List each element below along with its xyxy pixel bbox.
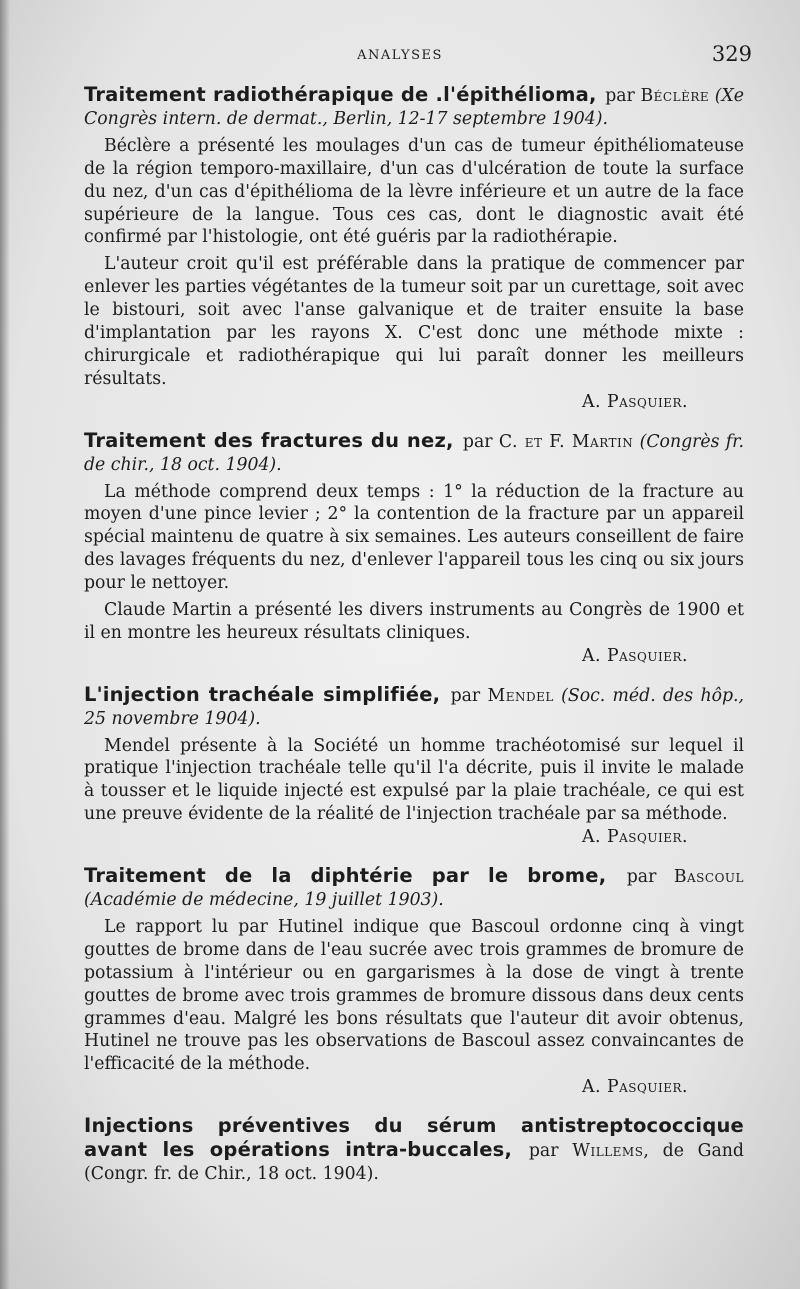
article-source: (Congrès fr. de chir., 18 oct. 1904).: [84, 431, 745, 475]
article-author: Béclère: [640, 86, 710, 106]
article-heading: [84, 684, 744, 731]
article-author: Bascoul: [673, 867, 745, 888]
article-paragraph: Le rapport lu par Hutinel indique que Bascoul ordonne cinq à vingt gouttes de brome dans de l'eau sucrée avec trois grammes de bromure de potassium à l'intérieur ou en gargarismes à la dose de vingt à trente gouttes de brome avec trois grammes de bromure dissous dans deux cents grammes d'eau. Malgré les bons résultats que l'auteur dit avoir obtenus, Hutinel ne trouve pas les observations de Bascoul assez convaincantes de l'efficacité de la méthode.: [84, 916, 744, 1075]
signature-name: A. Pasquier.: [582, 645, 688, 666]
article-signature: [84, 826, 744, 849]
article-author: Willems: [572, 1141, 644, 1162]
page-edge-shadow: [0, 0, 10, 1289]
page-header: [0, 40, 800, 70]
article-heading: [84, 865, 744, 912]
article-signature: [84, 645, 744, 668]
running-title: ANALYSES: [357, 48, 443, 63]
article-title: Traitement des fractures du nez,: [84, 428, 454, 452]
article-heading: [84, 430, 744, 477]
article-paragraph: L'auteur croit qu'il est préférable dans la pratique de commencer par enlever les parties végétantes de la tumeur soit par un curettage, soit avec le bistouri, soit avec l'anse galvanique et de traiter ensuite la base d'implantation par les rayons X. C'est donc une méthode mixte : chirurgicale et radiothérapique qui lui paraît donner les meilleurs résultats.: [84, 254, 744, 389]
article-title: Traitement de la diphtérie par le brome,: [84, 864, 607, 888]
article-paragraph: Mendel présente à la Société un homme trachéotomisé sur lequel il pratique l'injection trachéale telle qu'il l'a décrite, puis il invite le malade à tousser et le liquide injecté est expulsé par la plaie trachéale, ce qui est une preuve évidente de la réalité de l'injection trachéale par sa méthode.: [84, 735, 744, 825]
article-nose-fractures: [84, 430, 744, 668]
signature-name: A. Pasquier.: [582, 1077, 688, 1098]
article-tracheal-injection: [84, 684, 744, 849]
article-author: Mendel: [487, 685, 554, 706]
article-title: Traitement radiothérapique de .l'épithélioma,: [84, 83, 597, 106]
by-word: par: [528, 1141, 559, 1162]
article-paragraph: La méthode comprend deux temps : 1° la réduction de la fracture au moyen d'une pince levier ; 2° la contention de la fracture par un appareil spécial maintenu de quatre à six semaines. Les auteurs conseillent de faire des lavages fréquents du nez, d'enlever l'appareil tous les cinq ou six jours pour le nettoyer.: [84, 481, 744, 594]
article-diphtheria-bromine: [84, 865, 744, 1099]
signature-name: A. Pasquier.: [582, 827, 688, 848]
article-signature: [84, 1076, 744, 1099]
page-content: [84, 84, 744, 1202]
article-source: , de Gand (Congr. fr. de Chir., 18 oct. 1904).: [84, 1141, 744, 1184]
article-title: Injections préventives du sérum antistreptococcique avant les opérations intra-buccales,: [84, 1114, 744, 1162]
by-word: par: [462, 431, 493, 452]
by-word: par: [626, 867, 657, 888]
article-source: (Soc. méd. des hôp., 25 novembre 1904).: [84, 685, 745, 729]
article-radiotherapy-epithelioma: [84, 84, 744, 414]
by-word: par: [450, 685, 481, 706]
article-author: C. et F. Martin: [498, 431, 634, 452]
article-title: L'injection trachéale simplifiée,: [84, 682, 441, 706]
by-word: par: [605, 86, 635, 106]
article-signature: [84, 391, 744, 414]
article-paragraph: Béclère a présenté les moulages d'un cas de tumeur épithéliomateuse de la région temporo-maxillaire, d'un cas d'ulcération de toute la surface du nez, d'un cas d'épithélioma de la lèvre inférieure et un autre de la face supérieure de la langue. Tous ces cas, dont le diagnostic avait été confirmé par l'histologie, ont été guéris par la radiothérapie.: [84, 135, 744, 248]
page-number: 329: [711, 42, 752, 66]
article-antistreptococcal-serum: [84, 1115, 744, 1186]
article-heading: [84, 1115, 744, 1186]
article-source: (Xe Congrès intern. de dermat., Berlin, 12-17 septembre 1904).: [84, 86, 745, 129]
article-paragraph: Claude Martin a présenté les divers instruments au Congrès de 1900 et il en montre les heureux résultats cliniques.: [84, 600, 744, 643]
article-source: (Académie de médecine, 19 juillet 1903).: [84, 890, 444, 910]
article-heading: [84, 84, 744, 131]
signature-name: A. Pasquier.: [582, 391, 688, 412]
